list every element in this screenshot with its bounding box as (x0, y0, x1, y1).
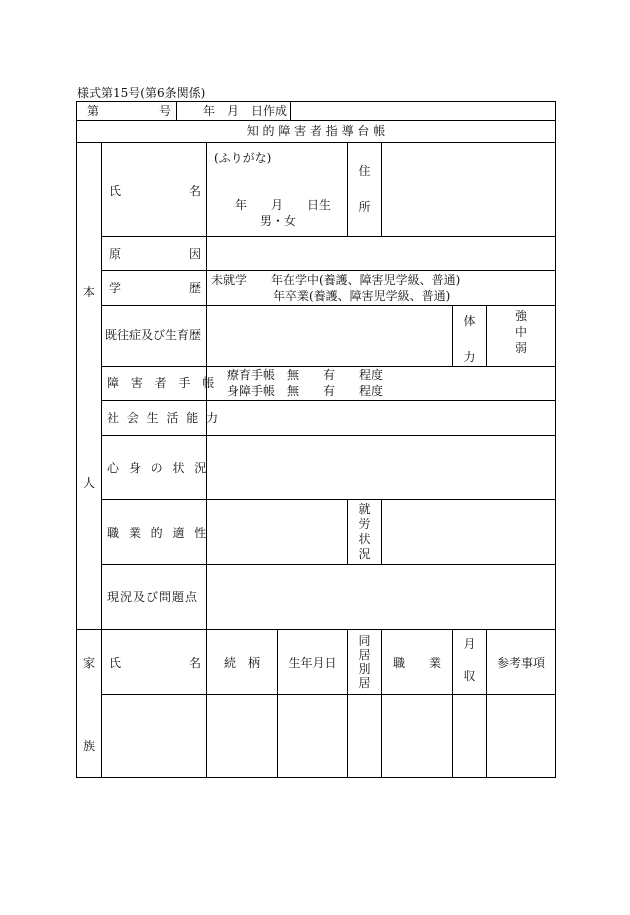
physical-strength-label: 体 力 (463, 314, 476, 364)
family-col-cohabit: 同 居 別 居 (358, 634, 371, 690)
rule-mental-bottom (101, 499, 555, 500)
handbook-line-1: 療育手帳 無 有 程度 (227, 368, 384, 382)
rule-family-col-2 (277, 629, 278, 777)
person-section-label-top: 本 (83, 285, 96, 299)
family-col-income: 月 収 (463, 637, 476, 683)
family-col-birthdate: 生年月日 (288, 656, 337, 670)
rule-person-bottom (77, 629, 555, 630)
cause-label-left: 原 (109, 247, 122, 261)
physical-strength-levels: 強 中 弱 (514, 309, 527, 355)
created-date: 年 月 日作成 (203, 104, 288, 118)
cause-label-right: 因 (189, 247, 202, 261)
ledger-form (76, 101, 556, 778)
rule-title-bottom (77, 142, 555, 143)
education-line-1: 未就学 年在学中(養護、障害児学級、普通) (211, 273, 461, 287)
education-line-2: 年卒業(養護、障害児学級、普通) (273, 289, 451, 303)
family-section-label-bottom: 族 (83, 739, 96, 753)
medical-history-label: 既往症及び生育歴 (105, 328, 202, 342)
rule-title-top (77, 120, 555, 121)
rule-history-bottom (101, 366, 555, 367)
family-col-notes: 参考事項 (496, 656, 545, 670)
education-label-left: 学 (109, 281, 122, 295)
form-title: 知 的 障 害 者 指 導 台 帳 (246, 124, 386, 138)
address-label: 住 所 (358, 164, 371, 214)
family-col-occupation: 職 業 (392, 656, 441, 670)
rule-address-right (381, 142, 382, 236)
rule-aptitude-bottom (101, 564, 555, 565)
education-label-right: 歴 (189, 281, 202, 295)
rule-family-col-6 (486, 629, 487, 777)
number-prefix: 第 (87, 104, 100, 118)
rule-header-div-2 (290, 102, 291, 120)
person-section-label-bottom: 人 (83, 476, 96, 490)
vocational-aptitude-label: 職 業 的 適 性 (107, 526, 210, 540)
mental-physical-label: 心 身 の 状 況 (107, 461, 210, 475)
handbook-line-2: 身障手帳 無 有 程度 (227, 384, 384, 398)
name-label-left: 氏 (109, 184, 122, 198)
rule-handbook-bottom (101, 400, 555, 401)
form-number: 様式第15号(第6条関係) (77, 86, 206, 100)
family-col-name-right: 名 (189, 656, 202, 670)
rule-employment-right (381, 499, 382, 564)
employment-status-label: 就 労 状 況 (358, 502, 371, 561)
rule-label-col (206, 142, 207, 777)
family-col-relation: 続 柄 (223, 656, 260, 670)
rule-cause-bottom (101, 270, 555, 271)
birth-date: 年 月 日生 (235, 198, 332, 212)
handbook-label: 障 害 者 手 帳 (107, 376, 219, 390)
family-col-name-left: 氏 (109, 656, 122, 670)
rule-name-bottom (101, 236, 555, 237)
number-suffix: 号 (159, 104, 172, 118)
sex-field: 男・女 (260, 214, 297, 228)
name-label-right: 名 (189, 184, 202, 198)
rule-family-col-4 (381, 629, 382, 777)
rule-section-col (101, 142, 102, 777)
rule-social-bottom (101, 435, 555, 436)
social-ability-label: 社 会 生 活 能 力 (107, 411, 221, 425)
rule-header-div-1 (176, 102, 177, 120)
current-issues-label: 現況及び問題点 (107, 590, 199, 604)
furigana-label: (ふりがな) (214, 151, 272, 165)
family-section-label-top: 家 (83, 656, 96, 670)
